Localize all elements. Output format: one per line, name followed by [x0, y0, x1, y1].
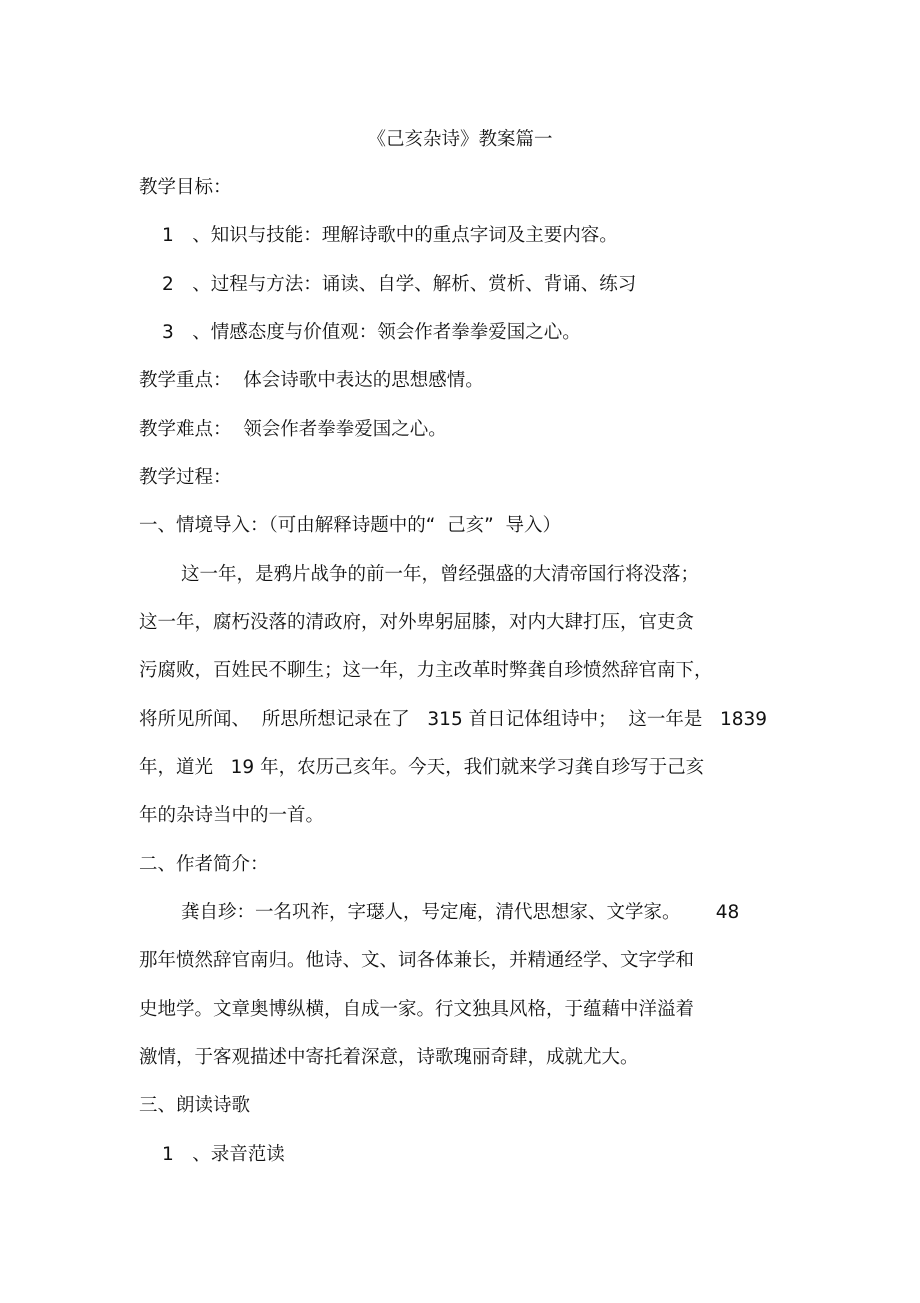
difficulty: 教学难点： 领会作者拳拳爱国之心。 — [139, 419, 447, 440]
section2-paragraph-line: 那年愤然辞官南归。他诗、文、词各体兼长，并精通经学、文字学和 — [139, 950, 695, 971]
process-heading: 教学过程： — [139, 467, 232, 488]
document-title: 《己亥杂诗》教案篇一 — [367, 129, 553, 150]
section2-heading: 二、作者简介： — [139, 854, 269, 875]
section1-paragraph-line: 年，道光 19 年，农历己亥年。今天，我们就来学习龚自珍写于己亥 — [139, 757, 705, 778]
section2-paragraph-line: 激情，于客观描述中寄托着深意，诗歌瑰丽奇肆，成就尤大。 — [139, 1047, 639, 1068]
section2-paragraph-line: 龚自珍：一名巩祚，字璱人，号定庵，清代思想家、文学家。 48 — [181, 902, 740, 923]
section3-item: 1 、录音范读 — [162, 1144, 285, 1165]
section1-paragraph-line: 这一年，腐朽没落的清政府，对外卑躬屈膝，对内大肆打压，官吏贪 — [139, 612, 695, 633]
objective-item: 2 、过程与方法：诵读、自学、解析、赏析、背诵、练习 — [162, 274, 637, 295]
objective-item: 3 、情感态度与价值观：领会作者拳拳爱国之心。 — [162, 322, 581, 343]
objectives-heading: 教学目标： — [139, 177, 232, 198]
section1-paragraph-line: 这一年，是鸦片战争的前一年，曾经强盛的大清帝国行将没落； — [181, 564, 700, 585]
section1-paragraph-line: 污腐败，百姓民不聊生；这一年，力主改革时弊龚自珍愤然辞官南下， — [139, 660, 713, 681]
section2-paragraph-line: 史地学。文章奥博纵横，自成一家。行文独具风格，于蕴藉中洋溢着 — [139, 999, 695, 1020]
key-point: 教学重点： 体会诗歌中表达的思想感情。 — [139, 370, 484, 391]
section1-paragraph-line: 年的杂诗当中的一首。 — [139, 805, 325, 826]
section1-heading: 一、情境导入：（可由解释诗题中的“ 己亥” 导入） — [139, 515, 561, 536]
section1-paragraph-line: 将所见所闻、 所思所想记录在了 315 首日记体组诗中； 这一年是 1839 — [139, 709, 768, 730]
section3-heading: 三、朗读诗歌 — [139, 1095, 251, 1116]
objective-item: 1 、知识与技能：理解诗歌中的重点字词及主要内容。 — [162, 225, 618, 246]
